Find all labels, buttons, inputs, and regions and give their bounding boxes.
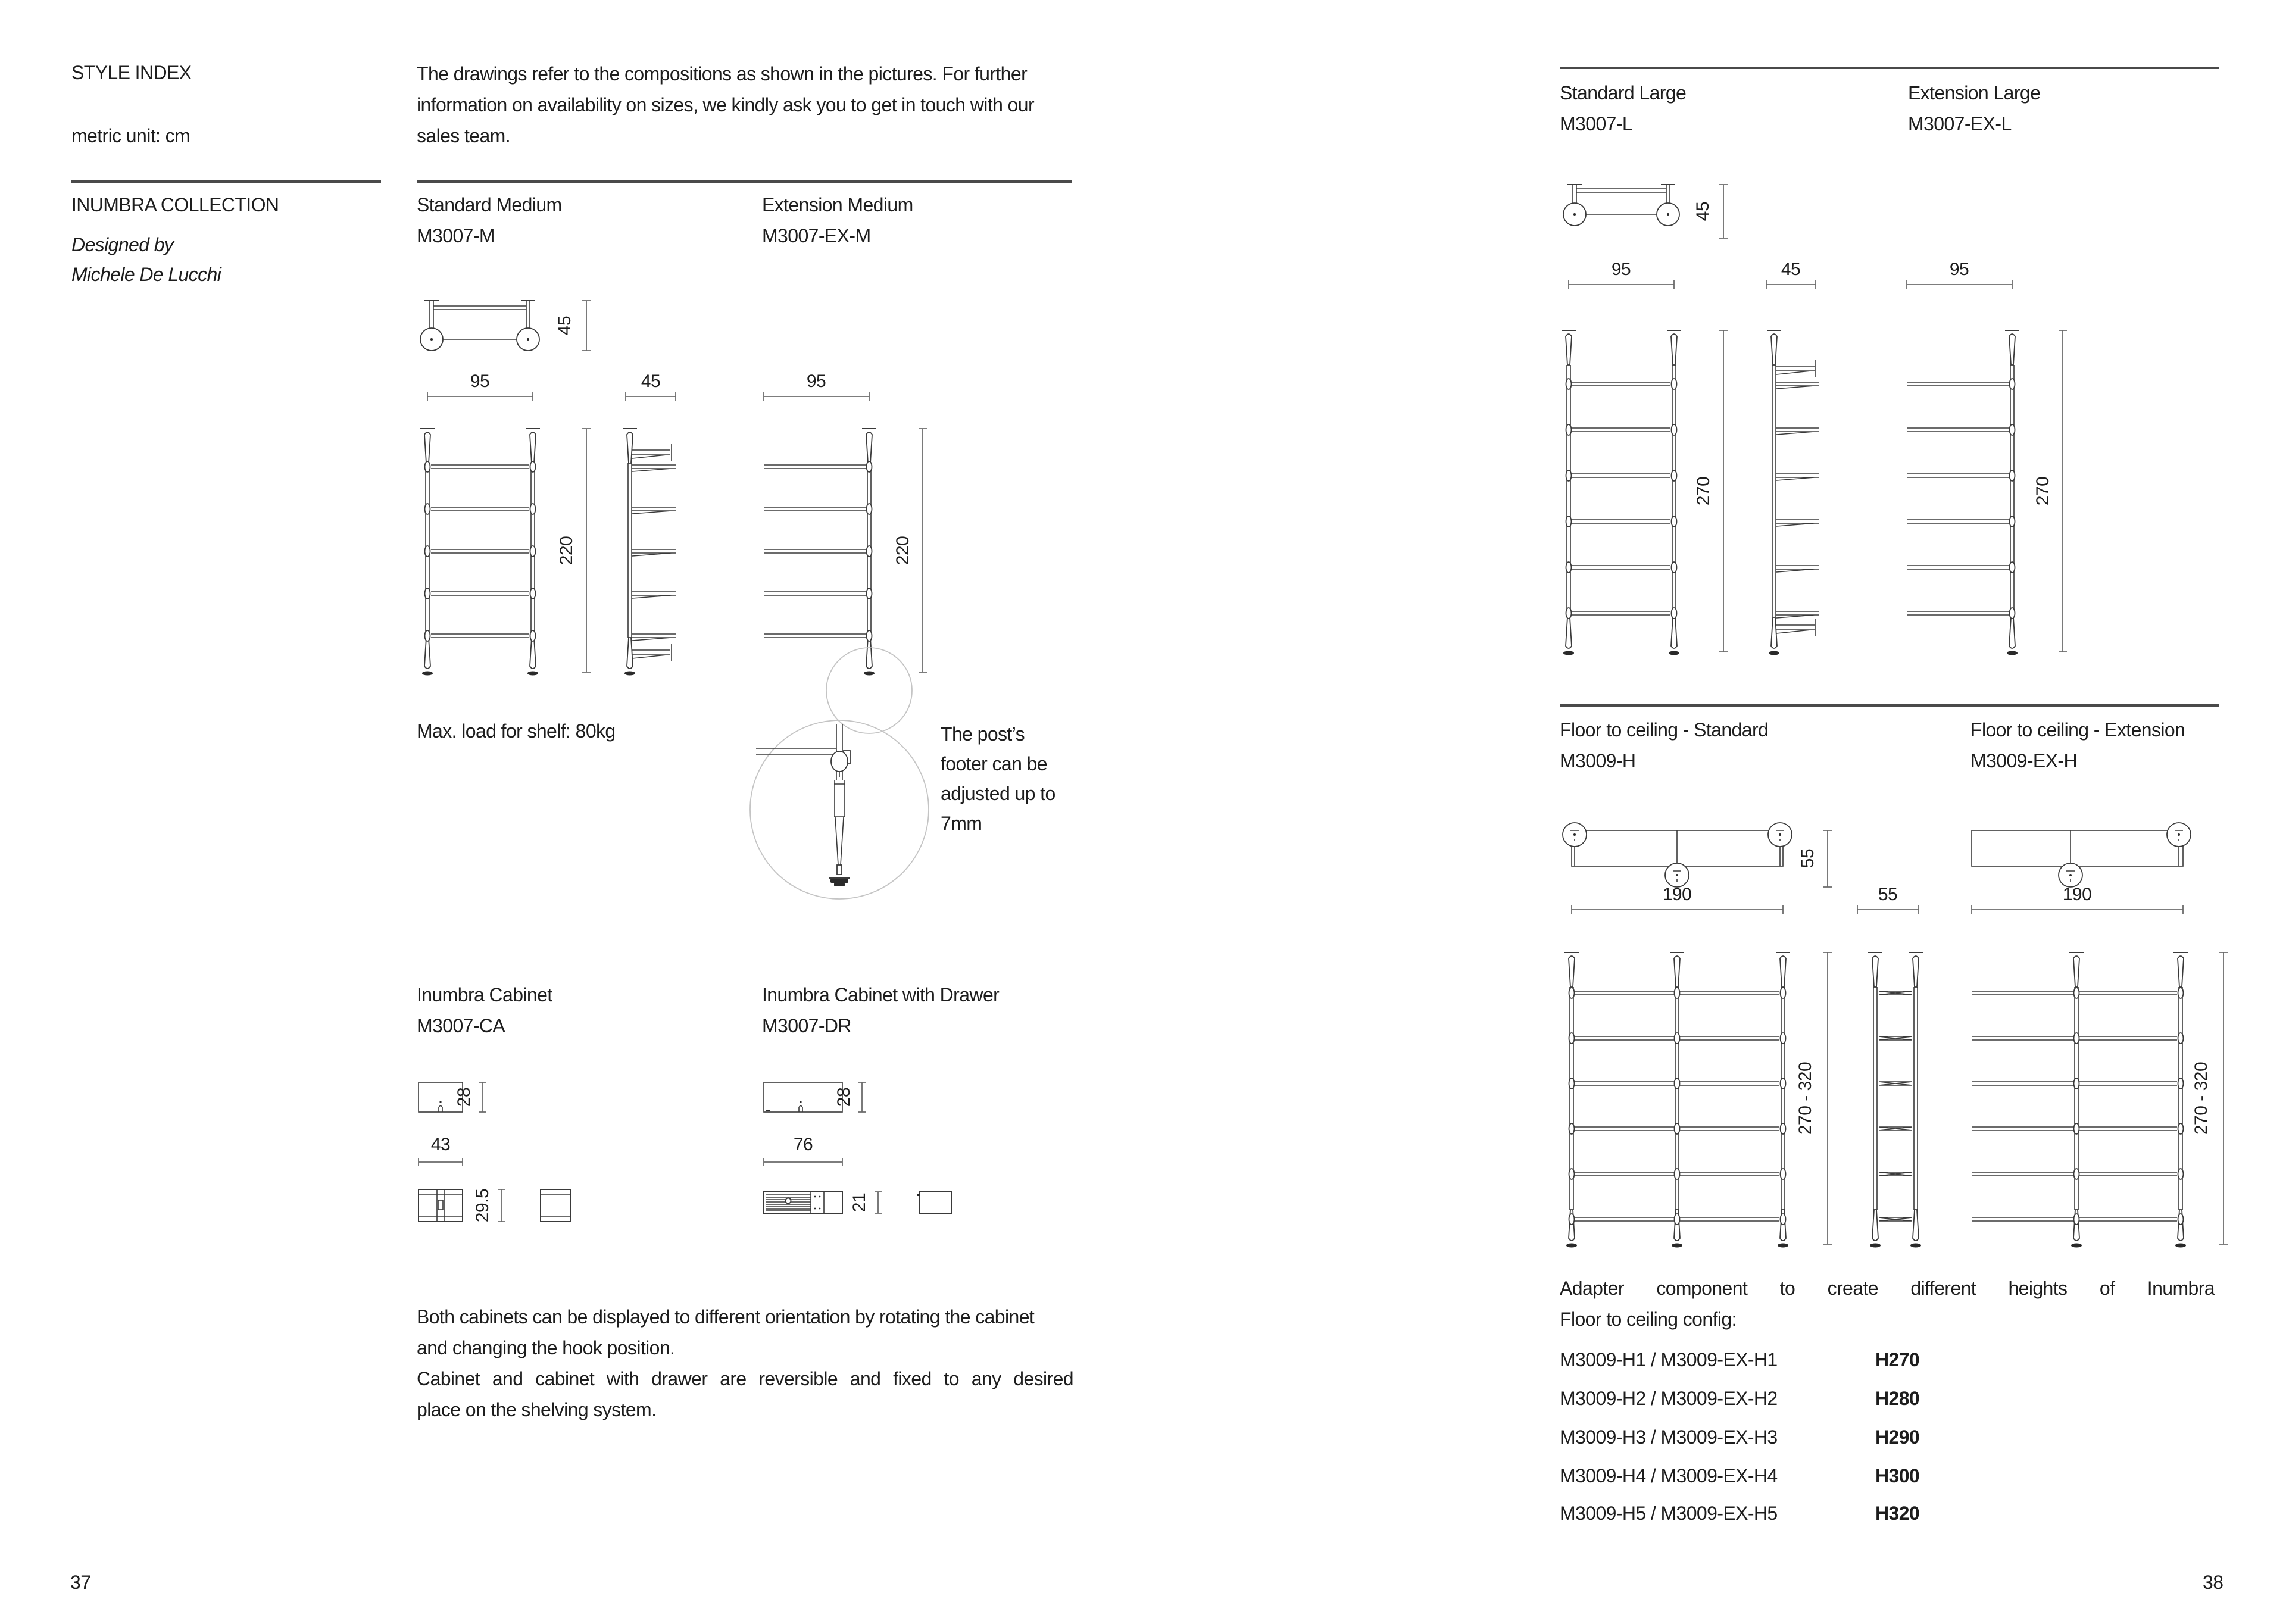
content-divider <box>417 180 1072 183</box>
style-index-heading: STYLE INDEX <box>71 62 192 83</box>
dim-height-extension-large: 270 <box>2033 476 2053 506</box>
adapter-note-line: Adapter component to create different heights of Inumbra <box>1560 1278 2215 1299</box>
footer-note-line: footer can be <box>941 753 1047 774</box>
intro-line: The drawings refer to the compositions as shown in the pictures. For further <box>417 63 1028 85</box>
dim-cabinet-front-height: 29.5 <box>473 1188 492 1223</box>
ftc-standard-title: Floor to ceiling - Standard <box>1560 719 1769 741</box>
page-number-right: 38 <box>2203 1572 2223 1593</box>
dim-height-extension-medium: 220 <box>893 536 913 566</box>
config-row-codes: M3009-H3 / M3009-EX-H3 <box>1560 1426 1778 1448</box>
standard-medium-dimensions <box>417 371 893 402</box>
intro-paragraph <box>417 58 1034 151</box>
right-top-divider <box>1560 67 2219 69</box>
config-row-height: H270 <box>1875 1349 1920 1370</box>
standard-large-title: Standard Large <box>1560 82 1687 104</box>
dim-height-standard-medium: 220 <box>557 536 576 566</box>
config-row-codes: M3009-H1 / M3009-EX-H1 <box>1560 1349 1778 1370</box>
standard-large-plan-drawing <box>1560 179 1738 244</box>
standard-large-elevations-drawing <box>1554 324 2078 664</box>
config-row-height: H320 <box>1875 1503 1920 1524</box>
dim-ftc-width-standard: 190 <box>1662 885 1692 904</box>
collection-heading: INUMBRA COLLECTION <box>71 194 279 216</box>
ftc-extension-title: Floor to ceiling - Extension <box>1970 719 2185 741</box>
post-footer-detail-drawing <box>747 717 932 902</box>
config-row-height: H290 <box>1875 1426 1920 1448</box>
dim-width-extension-medium: 95 <box>806 371 826 391</box>
dim-depth2-medium: 45 <box>641 371 661 391</box>
config-row-codes: M3009-H4 / M3009-EX-H4 <box>1560 1465 1778 1486</box>
dim-cabinet-height: 28 <box>454 1087 474 1107</box>
dim-ftc-height-extension: 270 - 320 <box>2191 1061 2211 1135</box>
extension-medium-code: M3007-EX-M <box>762 225 871 246</box>
extension-medium-title: Extension Medium <box>762 194 913 216</box>
max-load-note: Max. load for shelf: 80kg <box>417 720 616 742</box>
dim-depth2-large: 45 <box>1781 260 1801 279</box>
dim-width-standard-medium: 95 <box>470 371 490 391</box>
cabinet-drawings <box>411 1072 976 1232</box>
config-row-height: H280 <box>1875 1388 1920 1409</box>
config-row-codes: M3009-H2 / M3009-EX-H2 <box>1560 1388 1778 1409</box>
dim-width-extension-large: 95 <box>1949 260 1969 279</box>
cabinet-note-line: Both cabinets can be displayed to different orientation by rotating the cabinet <box>417 1306 1035 1328</box>
ftc-extension-code: M3009-EX-H <box>1970 750 2077 772</box>
intro-line: information on availability on sizes, we kindly ask you to get in touch with our <box>417 94 1035 115</box>
cabinet-note-line: place on the shelving system. <box>417 1399 657 1420</box>
right-middle-divider <box>1560 704 2219 707</box>
config-row-height: H300 <box>1875 1465 1920 1486</box>
standard-medium-title: Standard Medium <box>417 194 562 216</box>
standard-large-dimensions <box>1560 262 2036 291</box>
standard-medium-elevations-drawing <box>405 417 970 750</box>
dim-drawer-width: 76 <box>793 1135 813 1154</box>
standard-medium-code: M3007-M <box>417 225 495 246</box>
adapter-note-line: Floor to ceiling config: <box>1560 1308 1737 1330</box>
standard-medium-plan-drawing <box>417 292 607 360</box>
dim-cabinet-width: 43 <box>430 1135 451 1154</box>
cabinet-notes <box>417 1301 1073 1425</box>
designer-name: Michele De Lucchi <box>71 264 221 285</box>
dim-depth-large: 45 <box>1693 201 1713 221</box>
sidebar-divider <box>71 180 381 183</box>
dim-height-standard-large: 270 <box>1694 476 1713 506</box>
ftc-elevations-drawing <box>1554 947 2256 1256</box>
footer-note-line: adjusted up to <box>941 783 1055 804</box>
standard-large-code: M3007-L <box>1560 113 1633 135</box>
cabinet-drawer-code: M3007-DR <box>762 1015 851 1036</box>
dim-width-standard-large: 95 <box>1611 260 1631 279</box>
footer-note-line: 7mm <box>941 813 982 834</box>
dim-ftc-height-standard: 270 - 320 <box>1795 1061 1815 1135</box>
extension-large-title: Extension Large <box>1908 82 2041 104</box>
cabinet-title: Inumbra Cabinet <box>417 984 552 1005</box>
designed-by-label: Designed by <box>71 234 174 255</box>
intro-line: sales team. <box>417 125 511 146</box>
cabinet-note-line: Cabinet and cabinet with drawer are reversible and fixed to any desired <box>417 1368 1073 1389</box>
metric-unit-label: metric unit: cm <box>71 125 190 146</box>
dim-drawer-height: 28 <box>834 1087 854 1107</box>
config-row-codes: M3009-H5 / M3009-EX-H5 <box>1560 1503 1778 1524</box>
cabinet-note-line: and changing the hook position. <box>417 1337 675 1358</box>
dim-depth-medium: 45 <box>555 316 574 336</box>
footer-note-line: The post’s <box>941 723 1025 745</box>
ftc-dimensions <box>1560 887 2250 916</box>
footer-adjust-note <box>941 719 1055 838</box>
dim-drawer-front-height: 21 <box>850 1192 869 1213</box>
ftc-standard-code: M3009-H <box>1560 750 1636 772</box>
extension-large-code: M3007-EX-L <box>1908 113 2012 135</box>
dim-ftc-width-extension: 190 <box>2062 885 2092 904</box>
cabinet-drawer-title: Inumbra Cabinet with Drawer <box>762 984 1000 1005</box>
dim-ftc-gap: 55 <box>1878 885 1898 904</box>
cabinet-code: M3007-CA <box>417 1015 505 1036</box>
adapter-note <box>1560 1273 2215 1335</box>
page-number-left: 37 <box>70 1572 91 1593</box>
dim-ftc-depth: 55 <box>1798 848 1817 869</box>
